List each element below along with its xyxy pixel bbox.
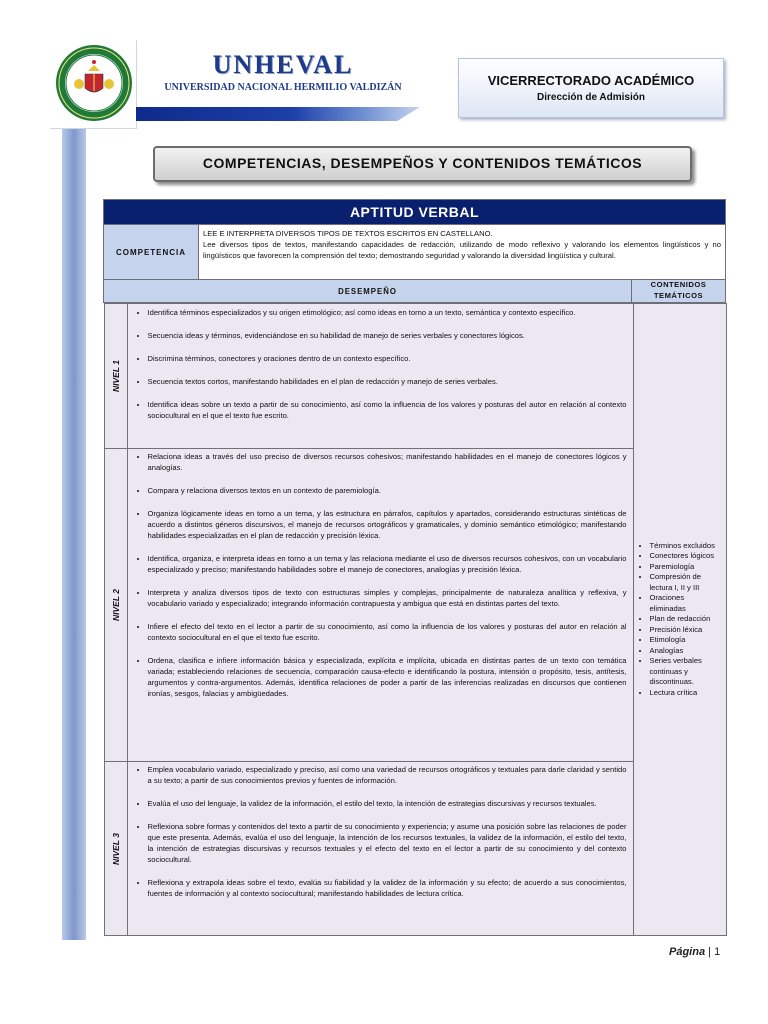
contenido-item: • Analogías: [650, 646, 723, 656]
list-item: • Organiza lógicamente ideas en torno a un tema, y las estructura en párrafos, capítulos y apartados, considerando estructuras sintéticas de acuerdo a distintos géneros discursivos, el manejo de recursos ortográficos y gramaticales, y dominio semántico etimológico; manifestando habilidades especializadas en el plan de redacción y precisión léxica.: [148, 508, 627, 541]
level-1-label: NIVEL 1: [110, 360, 121, 392]
list-item: • Identifica términos especializados y su origen etimológico; así como ideas en torno a un texto, semántica y contexto específico.: [148, 307, 627, 318]
competencia-text: Lee diversos tipos de textos, manifestando capacidades de redacción, utilizando de modo reflexivo y valorando los elementos lingüísticos y no lingüísticos que favorecen la comprensión del texto; demostrando seguridad y valorando la diversidad lingüística y cultural.: [203, 240, 721, 260]
list-item: • Compara y relaciona diversos textos en un contexto de paremiología.: [148, 485, 627, 496]
university-header: [158, 50, 408, 93]
levels-table: [104, 303, 727, 936]
list-item: • Identifica, organiza, e interpreta ideas en torno a un tema y las relaciona mediante el uso de diversos recursos cohesivos, con un vocabulario especializado y preciso; manifestando habilidades sobre el manejo de conectores, analogías y precisión léxica.: [148, 553, 627, 575]
contenido-item: • Lectura crítica: [650, 688, 723, 698]
level-2-cell: [104, 449, 127, 762]
list-item: • Evalúa el uso del lenguaje, la validez de la información, el estilo del texto, la intención de estrategias discursivas y recursos textuales.: [148, 798, 627, 809]
list-item: • Secuencia ideas y términos, evidenciándose en su habilidad de manejo de series verbales y conectores lógicos.: [148, 330, 627, 341]
contenidos-cell: [633, 304, 726, 936]
contenido-item: • Series verbales continuas y discontinuas.: [650, 656, 723, 687]
aptitud-verbal-table: [103, 199, 726, 936]
university-full-name: UNIVERSIDAD NACIONAL HERMILIO VALDIZÁN: [164, 82, 402, 93]
office-title: VICERRECTORADO ACADÉMICO: [487, 73, 695, 88]
list-item: • Secuencia textos cortos, manifestando habilidades en el plan de redacción y manejo de series verbales.: [148, 376, 627, 387]
level-3-items: [127, 762, 633, 936]
page-number-footer: [669, 946, 720, 958]
contenido-item: • Compresión de lectura I, II y III: [650, 572, 723, 593]
contenido-item: • Términos excluidos: [650, 541, 723, 551]
list-item: • Ordena, clasifica e infiere información básica y especializada, explícita e implícita, ubicada en distintas partes de un texto con temática variada; estableciendo relaciones de secuencia, comparación causa-efecto e identificando la postura, intensión o propósito, tesis, antítesis, argumentos y contra-argumentos. Además, identifica relaciones de poder a partir de las inferencias realizadas en discursos que contienen ironías, sesgos, falacias y ambigüedades.: [148, 655, 627, 699]
desempeno-header: DESEMPEÑO: [104, 280, 632, 303]
contenido-item: • Oraciones eliminadas: [650, 593, 723, 614]
section-title-banner: [153, 146, 692, 182]
level-3-cell: [104, 762, 127, 936]
contenido-item: • Conectores lógicos: [650, 551, 723, 561]
competencia-cell: [199, 225, 726, 280]
contenido-item: • Plan de redacción: [650, 614, 723, 624]
contenidos-header: CONTENIDOS TEMÁTICOS: [632, 280, 726, 303]
level-2-items: [127, 449, 633, 762]
page-separator: |: [708, 946, 711, 958]
list-item: • Identifica ideas sobre un texto a partir de su conocimiento, así como la influencia de los valores y posturas del autor en relación al contexto sociocultural en el que el texto fue escrito.: [148, 399, 627, 421]
list-item: • Emplea vocabulario variado, especializado y preciso, así como una variedad de recursos ortográficos y textuales para darle claridad y sentido a su texto; a partir de sus conocimientos previos y fuentes de información.: [148, 764, 627, 786]
list-item: • Reflexiona y extrapola ideas sobre el texto, evalúa su fiabilidad y la validez de la información y su efecto; de acuerdo a sus conocimientos, fuentes de información y al contexto sociocultural; manifestando habilidades de lectura crítica.: [148, 877, 627, 899]
level-1-cell: [104, 304, 127, 449]
university-short-name: UNHEVAL: [212, 50, 354, 79]
list-item: • Relaciona ideas a través del uso preciso de diversos recursos cohesivos; manifestando habilidades en el manejo de conectores lógicos y analogías.: [148, 451, 627, 473]
office-subtitle: Dirección de Admisión: [537, 92, 645, 103]
level-2-label: NIVEL 2: [110, 589, 121, 621]
section-title: COMPETENCIAS, DESEMPEÑOS Y CONTENIDOS TEMÁTICOS: [202, 155, 643, 171]
list-item: • Interpreta y analiza diversos tipos de texto con estructuras simples y complejas, principalmente de naturaleza analítica y reflexiva, y vocabulario variado y especializado; integrando información contrapuesta y ambigua que está en distintas partes del texto.: [148, 587, 627, 609]
contenido-item: • Etimología: [650, 635, 723, 645]
list-item: • Reflexiona sobre formas y contenidos del texto a partir de su conocimiento y experiencia; y asume una posición sobre las relaciones de poder que este presenta. Además, evalúa el uso del lenguaje, la intención de los recursos textuales, la validez de la información, el estilo del texto, la intención de estrategias discursivas y recursos textuales y el efecto del texto en el lector a partir de su conocimiento y del contexto sociocultural.: [148, 821, 627, 865]
level-1-items: [127, 304, 633, 449]
competencia-label: COMPETENCIA: [104, 225, 199, 280]
table-title: APTITUD VERBAL: [104, 200, 726, 225]
page-number: 1: [714, 946, 721, 958]
header-blue-banner: [136, 107, 420, 121]
list-item: • Discrimina términos, conectores y oraciones dentro de un contexto específico.: [148, 353, 627, 364]
contenido-item: • Precisión léxica: [650, 625, 723, 635]
page-word: Página: [669, 946, 706, 958]
level-3-label: NIVEL 3: [110, 832, 121, 865]
competencia-title: LEE E INTERPRETA DIVERSOS TIPOS DE TEXTOS ESCRITOS EN CASTELLANO.: [203, 229, 493, 238]
university-seal-logo: [55, 44, 133, 122]
page-side-stripe: [62, 128, 86, 940]
office-box: [458, 58, 724, 118]
list-item: • Infiere el efecto del texto en el lector a partir de su conocimiento, así como la influencia de los valores y posturas del autor en relación al contexto sociocultural en el que el texto fue escrito.: [148, 621, 627, 643]
contenido-item: • Paremiología: [650, 562, 723, 572]
